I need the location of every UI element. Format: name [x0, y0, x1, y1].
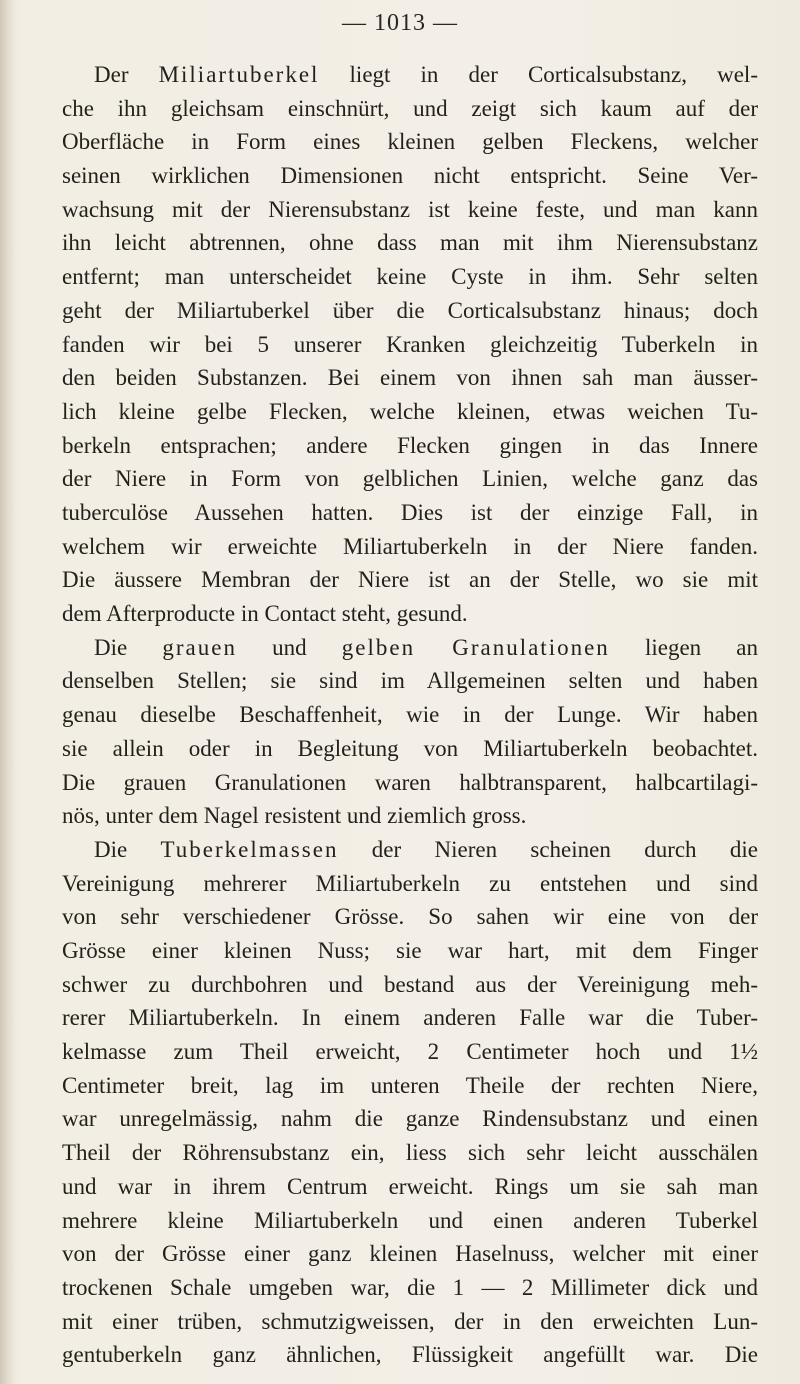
- text-line: fanden wir bei 5 unserer Kranken gleichzeitig Tuberkeln in: [62, 331, 758, 357]
- text-line: denselben Stellen; sie sind im Allgemeinen selten und haben: [62, 668, 758, 694]
- text-line: war unregelmässig, nahm die ganze Rindensubstanz und einen: [62, 1106, 758, 1132]
- line-text: Die: [94, 836, 161, 862]
- text-line: che ihn gleichsam einschnürt, und zeigt sich kaum auf der: [62, 95, 758, 121]
- text-line: gentuberkeln ganz ähnlichen, Flüssigkeit angefüllt war. Die: [62, 1342, 758, 1368]
- text-line: Centimeter breit, lag im unteren Theile der rechten Niere,: [62, 1072, 758, 1098]
- text-line: entfernt; man unterscheidet keine Cyste in ihm. Sehr selten: [62, 264, 758, 290]
- line-text: Der: [94, 62, 159, 87]
- text-line: [94, 58, 758, 92]
- line-text: liegen an: [609, 634, 759, 660]
- line-text: Die: [94, 634, 163, 660]
- text-line: Grösse einer kleinen Nuss; sie war hart, mit dem Finger: [62, 938, 758, 963]
- text-line: der Niere in Form von gelblichen Linien, welche ganz das: [62, 466, 758, 492]
- text-line: ihn leicht abtrennen, ohne dass man mit ihm Nierensubstanz: [62, 230, 758, 256]
- line-text: liegt in der Corticalsubstanz, wel-: [319, 62, 758, 87]
- line-text: und: [236, 634, 342, 660]
- text-line: nös, unter dem Nagel resistent und ziemlich gross.: [62, 803, 527, 829]
- text-line: Die äussere Membran der Niere ist an der Stelle, wo sie mit: [62, 567, 758, 593]
- text-line: geht der Miliartuberkel über die Corticalsubstanz hinaus; doch: [62, 297, 758, 323]
- text-line: Theil der Röhrensubstanz ein, liess sich sehr leicht ausschälen: [62, 1140, 758, 1166]
- spaced-term: Tuberkelmassen: [160, 836, 339, 862]
- text-line: [94, 833, 758, 867]
- page-gutter-shadow: [0, 0, 14, 1384]
- line-text: der Nieren scheinen durch die: [338, 836, 758, 862]
- spaced-term: grauen: [162, 634, 237, 660]
- text-line: Die grauen Granulationen waren halbtransparent, halbcartilagi-: [62, 769, 758, 795]
- text-line: berkeln entsprachen; andere Flecken gingen in das Innere: [62, 432, 758, 458]
- text-line: mehrere kleine Miliartuberkeln und einen anderen Tuberkel: [62, 1207, 758, 1233]
- text-line: seinen wirklichen Dimensionen nicht entspricht. Seine Ver-: [62, 163, 758, 189]
- text-line: rerer Miliartuberkeln. In einem anderen Falle war die Tuber-: [62, 1005, 758, 1031]
- text-line: lich kleine gelbe Flecken, welche kleinen, etwas weichen Tu-: [62, 398, 758, 424]
- text-line: schwer zu durchbohren und bestand aus der Vereinigung meh-: [62, 971, 758, 997]
- text-line: mit einer trüben, schmutzigweissen, der in den erweichten Lun-: [62, 1308, 758, 1334]
- text-line: trockenen Schale umgeben war, die 1 — 2 Millimeter dick und: [62, 1274, 758, 1300]
- text-line: sie allein oder in Begleitung von Miliartuberkeln beobachtet.: [62, 735, 758, 761]
- text-line: wachsung mit der Nierensubstanz ist keine feste, und man kann: [62, 196, 758, 222]
- text-line: [94, 631, 758, 665]
- text-line: dem Afterproducte in Contact steht, gesund.: [62, 601, 468, 627]
- page-number: — 1013 —: [342, 10, 458, 36]
- spaced-term: gelben Granulationen: [341, 634, 610, 660]
- text-line: Vereinigung mehrerer Miliartuberkeln zu entstehen und sind: [62, 870, 758, 896]
- text-line: kelmasse zum Theil erweicht, 2 Centimeter hoch und 1½: [62, 1039, 758, 1065]
- text-line: von der Grösse einer ganz kleinen Haselnuss, welcher mit einer: [62, 1241, 758, 1267]
- text-line: genau dieselbe Beschaffenheit, wie in der Lunge. Wir haben: [62, 702, 758, 728]
- text-line: Oberfläche in Form eines kleinen gelben Fleckens, welcher: [62, 129, 758, 155]
- text-line: und war in ihrem Centrum erweicht. Rings um sie sah man: [62, 1173, 758, 1199]
- text-line: von sehr verschiedener Grösse. So sahen wir eine von der: [62, 904, 758, 930]
- text-line: tuberculöse Aussehen hatten. Dies ist der einzige Fall, in: [62, 500, 758, 525]
- text-line: den beiden Substanzen. Bei einem von ihnen sah man äusser-: [62, 365, 758, 391]
- text-line: welchem wir erweichte Miliartuberkeln in der Niere fanden.: [62, 533, 758, 559]
- spaced-term: Miliartuberkel: [158, 62, 320, 87]
